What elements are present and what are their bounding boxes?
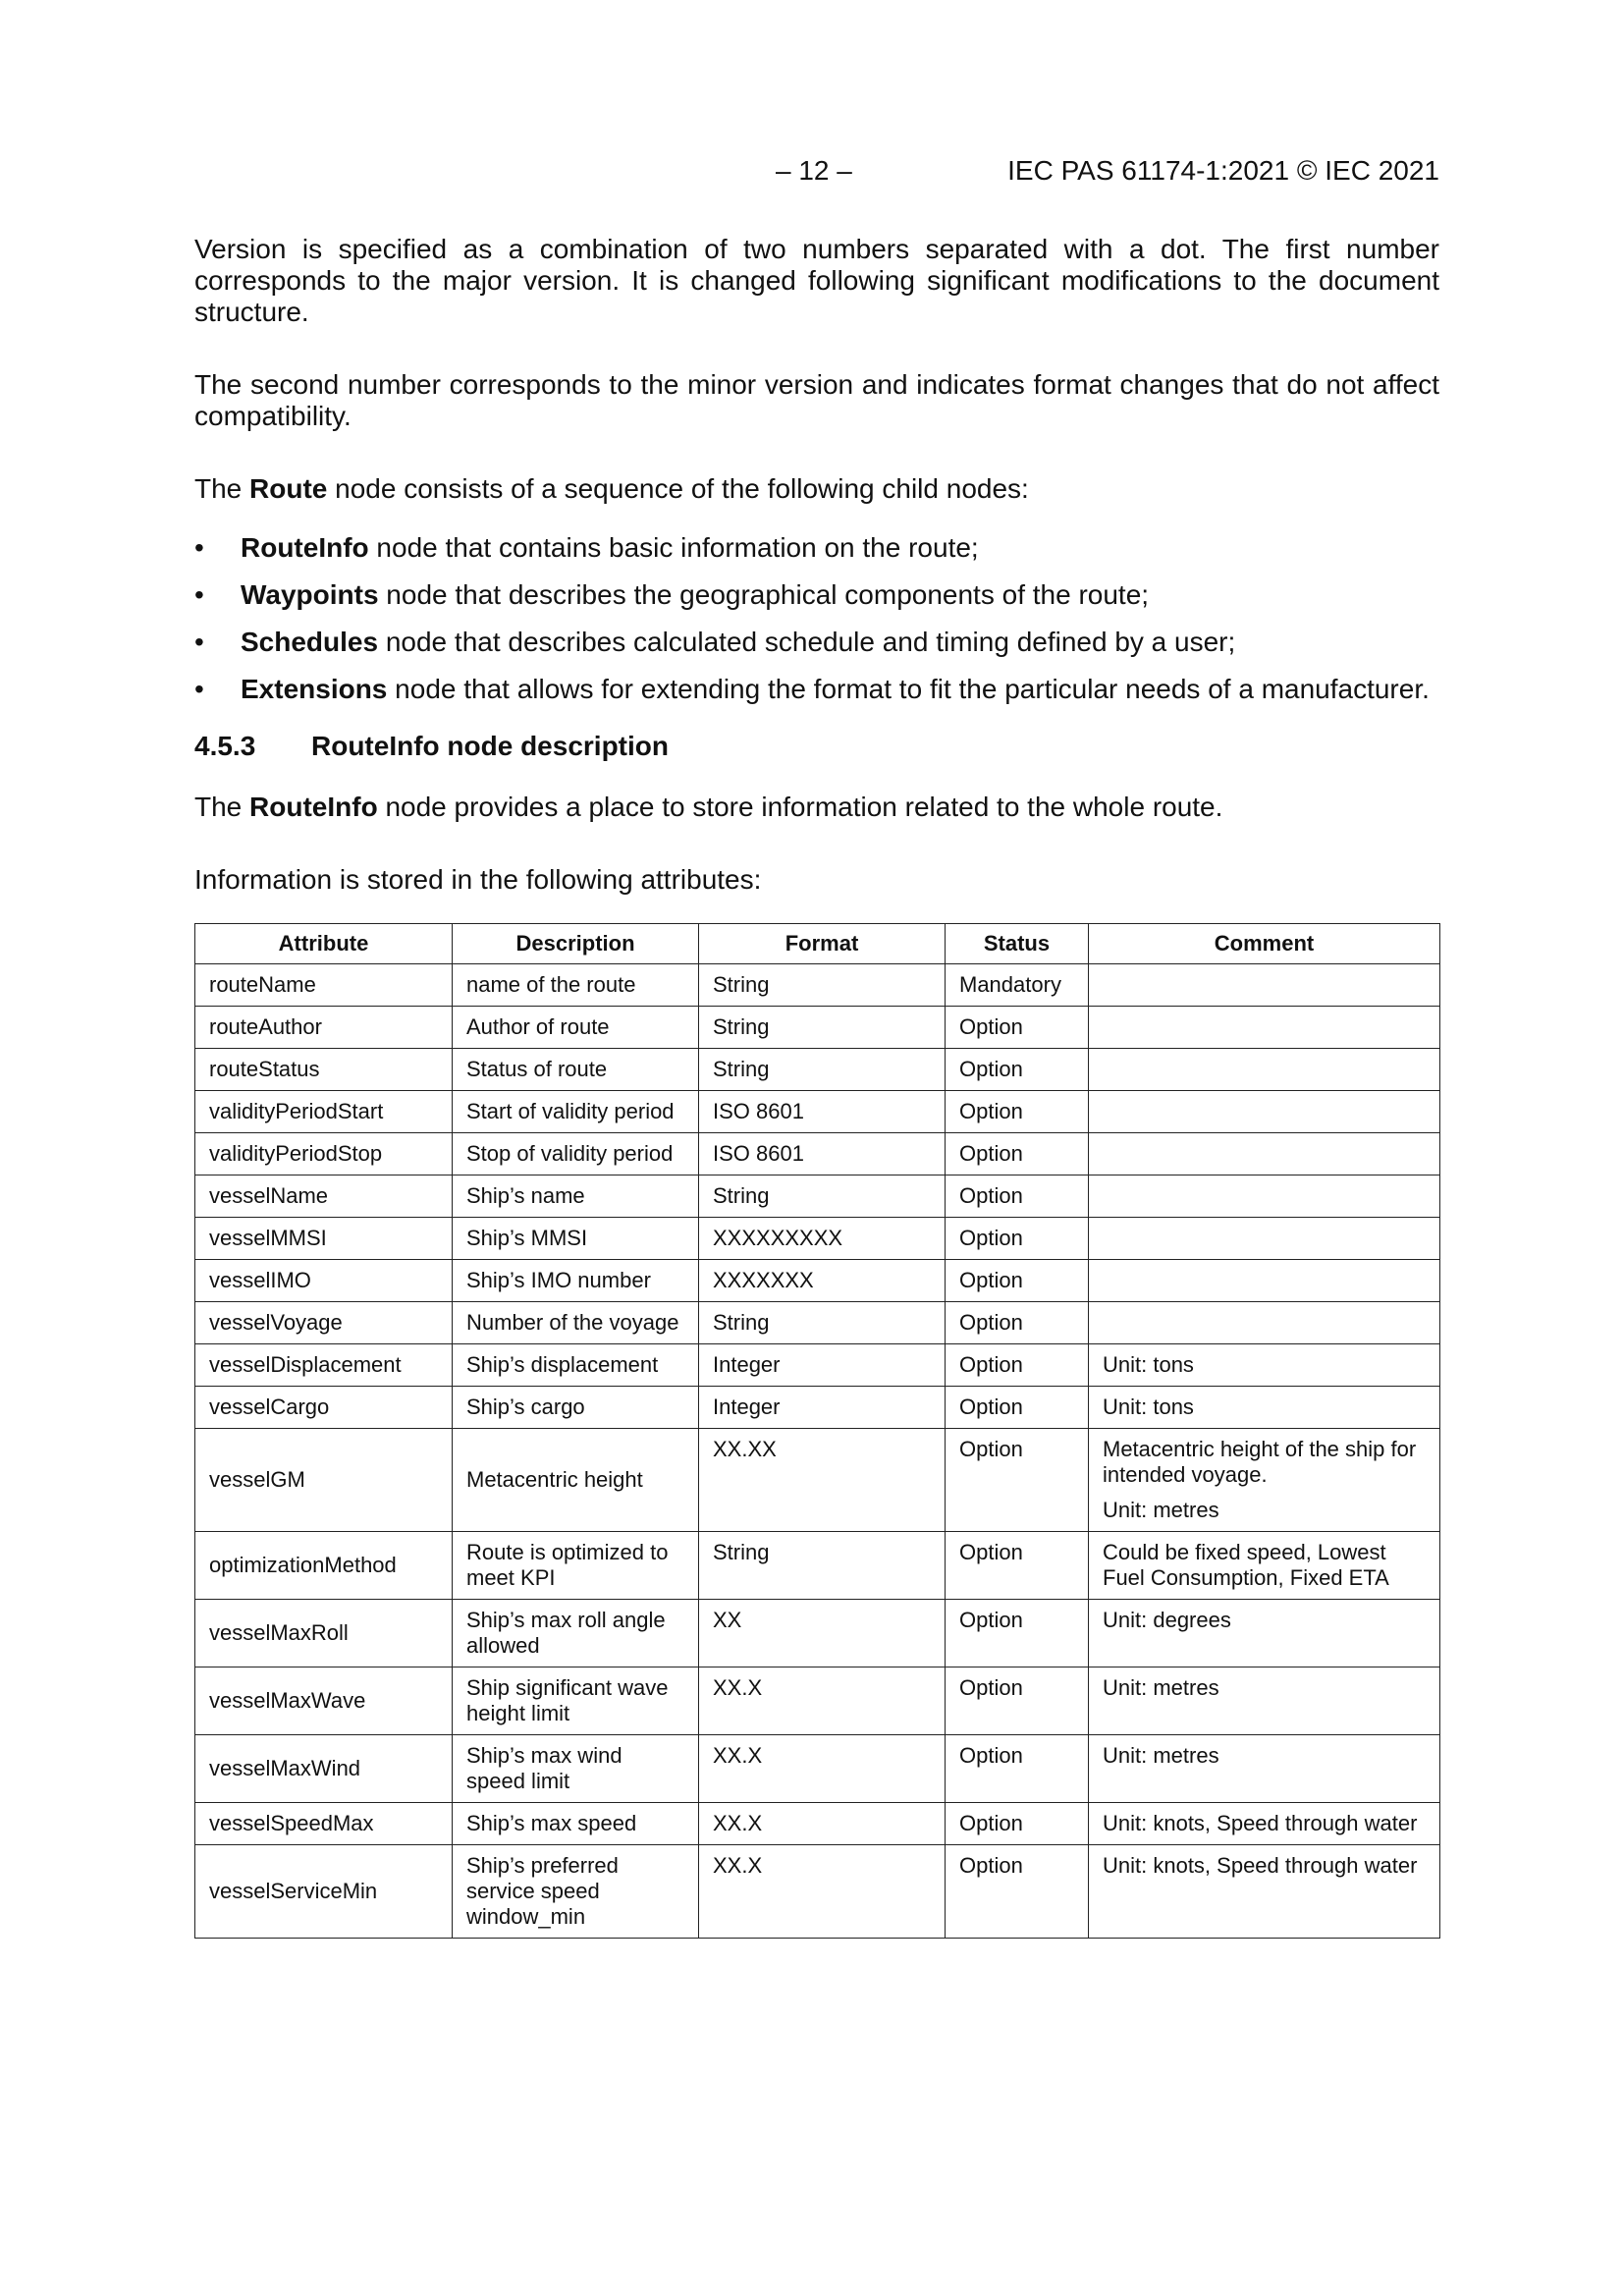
list-item: • RouteInfo node that contains basic information on the route; bbox=[194, 532, 979, 563]
table-row: vesselMaxWave Ship significant wave height limit XX.X Option Unit: metres bbox=[195, 1667, 1440, 1735]
paragraph-minor-version: The second number corresponds to the minor version and indicates format changes that do not affect compatibility. bbox=[194, 369, 1439, 431]
table-row: vesselName Ship’s name String Option bbox=[195, 1175, 1440, 1218]
table-row: vesselMaxRoll Ship’s max roll angle allowed XX Option Unit: degrees bbox=[195, 1600, 1440, 1667]
table-row: routeStatus Status of route String Option bbox=[195, 1049, 1440, 1091]
table-header-row bbox=[195, 924, 1440, 964]
table-row: vesselDisplacement Ship’s displacement Integer Option Unit: tons bbox=[195, 1344, 1440, 1387]
table-row: vesselMMSI Ship’s MMSI XXXXXXXXX Option bbox=[195, 1218, 1440, 1260]
column-header: Status bbox=[946, 924, 1089, 964]
section-number: 4.5.3 bbox=[194, 731, 256, 761]
column-header: Format bbox=[699, 924, 946, 964]
table-row: optimizationMethod Route is optimized to meet KPI String Option Could be fixed speed, Lowest Fuel Consumption, Fixed ETA bbox=[195, 1532, 1440, 1600]
page-number: – 12 – bbox=[776, 155, 852, 186]
paragraph-routeinfo: The RouteInfo node provides a place to store information related to the whole route. bbox=[194, 792, 1223, 822]
table-row: vesselMaxWind Ship’s max wind speed limit XX.X Option Unit: metres bbox=[195, 1735, 1440, 1803]
section-heading bbox=[194, 731, 1439, 762]
column-header: Comment bbox=[1089, 924, 1440, 964]
list-item: • Schedules node that describes calculated schedule and timing defined by a user; bbox=[194, 627, 1236, 657]
paragraph-table-intro: Information is stored in the following attributes: bbox=[194, 864, 762, 895]
column-header: Description bbox=[453, 924, 699, 964]
page-header bbox=[0, 155, 1623, 191]
paragraph-route-node: The Route node consists of a sequence of the following child nodes: bbox=[194, 473, 1029, 504]
table-row: routeName name of the route String Mandatory bbox=[195, 964, 1440, 1007]
page-content bbox=[194, 234, 1439, 1939]
table-row: vesselIMO Ship’s IMO number XXXXXXX Option bbox=[195, 1260, 1440, 1302]
column-header: Attribute bbox=[195, 924, 453, 964]
document-id: IEC PAS 61174-1:2021 © IEC 2021 bbox=[1007, 155, 1439, 186]
section-title: RouteInfo node description bbox=[311, 731, 669, 761]
table-row: validityPeriodStop Stop of validity period ISO 8601 Option bbox=[195, 1133, 1440, 1175]
child-node-list bbox=[194, 532, 1439, 705]
table-row: routeAuthor Author of route String Option bbox=[195, 1007, 1440, 1049]
list-item: • Extensions node that allows for extending the format to fit the particular needs of a manufacturer. bbox=[194, 674, 1430, 704]
table-row: vesselVoyage Number of the voyage String Option bbox=[195, 1302, 1440, 1344]
list-item: • Waypoints node that describes the geographical components of the route; bbox=[194, 579, 1150, 610]
table-row: vesselServiceMin Ship’s preferred service speed window_min XX.X Option Unit: knots, Speed through water bbox=[195, 1845, 1440, 1939]
paragraph-version: Version is specified as a combination of two numbers separated with a dot. The first number corresponds to the major version. It is changed following significant modifications to the document structure. bbox=[194, 234, 1439, 327]
table-row: validityPeriodStart Start of validity period ISO 8601 Option bbox=[195, 1091, 1440, 1133]
table-row: vesselSpeedMax Ship’s max speed XX.X Option Unit: knots, Speed through water bbox=[195, 1803, 1440, 1845]
attributes-table bbox=[194, 923, 1440, 1939]
table-row: vesselGM Metacentric height XX.XX Option Metacentric height of the ship for intended voyage. Unit: metres bbox=[195, 1429, 1440, 1532]
table-row: vesselCargo Ship’s cargo Integer Option Unit: tons bbox=[195, 1387, 1440, 1429]
